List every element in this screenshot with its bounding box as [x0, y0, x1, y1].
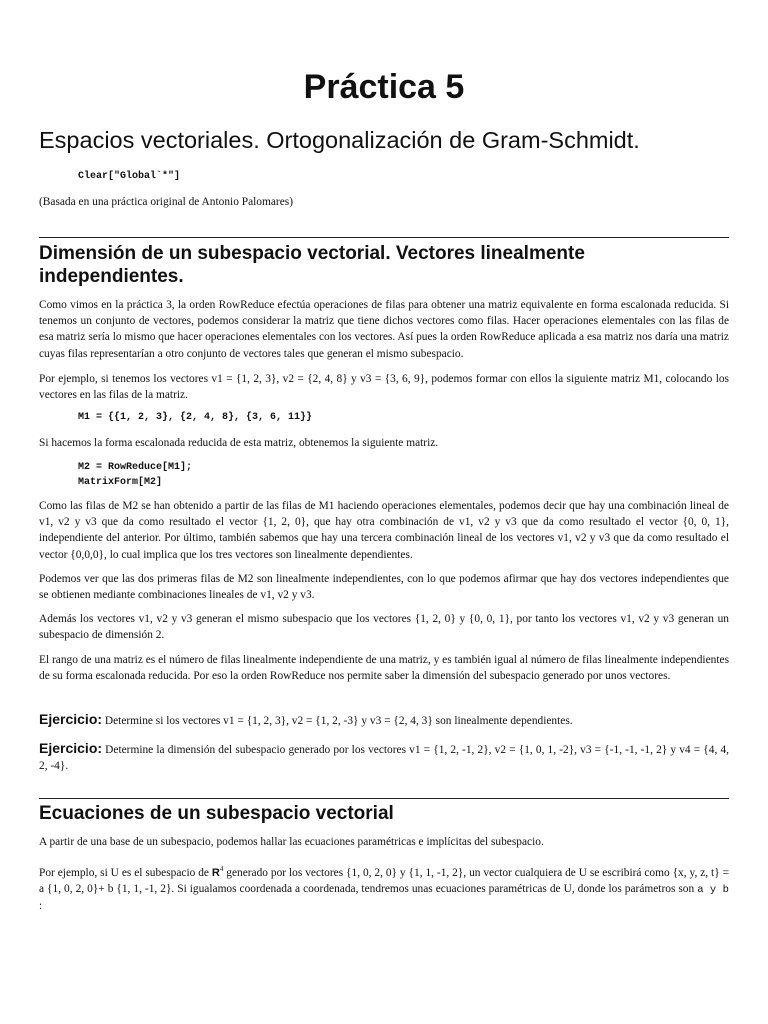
- section1-paragraph-6: Además los vectores v1, v2 y v3 generan el mismo subespacio que los vectores {1, 2, 0} y {0, 0, 1}, por tanto los vectores v1, v2 y v3 generan un subespacio de dimensión 2.: [39, 613, 729, 642]
- section2-p2-part-b: generado por los vectores {1, 0, 2, 0} y {1, 1, -1, 2}, un vector cualquiera de U se escribirá como {x, y, z, t} = a {1, 0, 2, 0}+ b {1, 1, -1, 2}. Si igualamos coordenada a coordenada, tendremos unas ecuaciones paramétricas de U, donde los parámetros son: [39, 866, 729, 895]
- code-m2-line2: MatrixForm[M2]: [78, 477, 163, 488]
- real-space-dimension: 4: [219, 865, 224, 873]
- section1-paragraph-7: El rango de una matriz es el número de filas linealmente independiente de una matriz, y es también igual al número de filas linealmente independientes de su forma escalonada reducida. Por eso la orden RowReduce nos permite saber la dimensión del subespacio generado por unos vectores.: [39, 654, 729, 683]
- section2-paragraph-2: [39, 861, 729, 914]
- exercise-2-label: Ejercicio:: [39, 740, 103, 756]
- real-space-symbol: R: [211, 866, 220, 879]
- code-clear: Clear["Global`*"]: [78, 171, 181, 182]
- section1-paragraph-4: Como las filas de M2 se han obtenido a partir de las filas de M1 haciendo operaciones elementales, podemos decir que hay una combinación lineal de v1, v2 y v3 que da como resultado el vector {1, 2, 0}, que hay otra combinación de v1, v2 y v3 que da como resultado el vector {0, 0, 1}, independiente del anterior. Por último, también sabemos que hay una tercera combinación lineal de los vectores v1, v2 y v3 que da como resultado el vector {0,0,0}, lo cual implica que los tres vectores son linealmente dependientes.: [39, 500, 729, 561]
- exercise-2-text: Determine la dimensión del subespacio generado por los vectores v1 = {1, 2, -1, 2}, v2 = {1, 0, 1, -2}, v3 = {-1, -1, -1, 2} y v4 = {4, 4, 2, -4}.: [39, 744, 729, 773]
- parameters-a-b: a y b: [697, 884, 729, 896]
- section1-paragraph-5: Podemos ver que las dos primeras filas de M2 son linealmente independientes, con lo que podemos afirmar que hay dos vectores independientes que se obtienen mediante combinaciones lineales de v1, v2 y v3.: [39, 573, 729, 602]
- section-divider: [39, 237, 729, 238]
- section2-paragraph-1: A partir de una base de un subespacio, podemos hallar las ecuaciones paramétricas e implícitas del subespacio.: [39, 836, 544, 848]
- section2-p2-part-a: Por ejemplo, si U es el subespacio de: [39, 866, 212, 879]
- section1-paragraph-2: Por ejemplo, si tenemos los vectores v1 = {1, 2, 3}, v2 = {2, 4, 8} y v3 = {3, 6, 9}, podemos formar con ellos la siguiente matriz M1, colocando los vectores en las filas de la matriz.: [39, 373, 729, 402]
- page-title: Práctica 5: [303, 68, 465, 106]
- exercise-2: [39, 740, 729, 774]
- exercise-1-label: Ejercicio:: [39, 711, 103, 727]
- exercise-1-text: Determine si los vectores v1 = {1, 2, 3}, v2 = {1, 2, -3} y v3 = {2, 4, 3} son linealmente dependientes.: [102, 715, 573, 727]
- section1-paragraph-3: Si hacemos la forma escalonada reducida de esta matriz, obtenemos la siguiente matriz.: [39, 437, 439, 449]
- code-m2-line1: M2 = RowReduce[M1];: [78, 462, 193, 473]
- section1-paragraph-1: Como vimos en la práctica 3, la orden RowReduce efectúa operaciones de filas para obtener una matriz equivalente en forma escalonada reducida. Si tenemos un conjunto de vectores, podemos considerar la matriz que tiene dichos vectores como filas. Hacer operaciones elementales con las filas de esa matriz sería lo mismo que hacer operaciones elementales con los vectores. Así pues la orden RowReduce aplicada a esa matriz nos daría una matriz cuyas filas representarían a otro conjunto de vectores tales que generan el mismo subespacio.: [39, 299, 729, 360]
- section1-heading: Dimensión de un subespacio vectorial. Vectores linealmente independientes.: [39, 243, 585, 287]
- page-subtitle: Espacios vectoriales. Ortogonalización de Gram-Schmidt.: [39, 127, 640, 153]
- section-divider: [39, 798, 729, 799]
- code-m1: M1 = {{1, 2, 3}, {2, 4, 8}, {3, 6, 11}}: [78, 412, 313, 423]
- section2-p2-part-c: :: [39, 900, 43, 913]
- attribution-note: (Basada en una práctica original de Antonio Palomares): [39, 196, 293, 208]
- section2-heading: Ecuaciones de un subespacio vectorial: [39, 803, 394, 824]
- exercise-1: [39, 711, 729, 729]
